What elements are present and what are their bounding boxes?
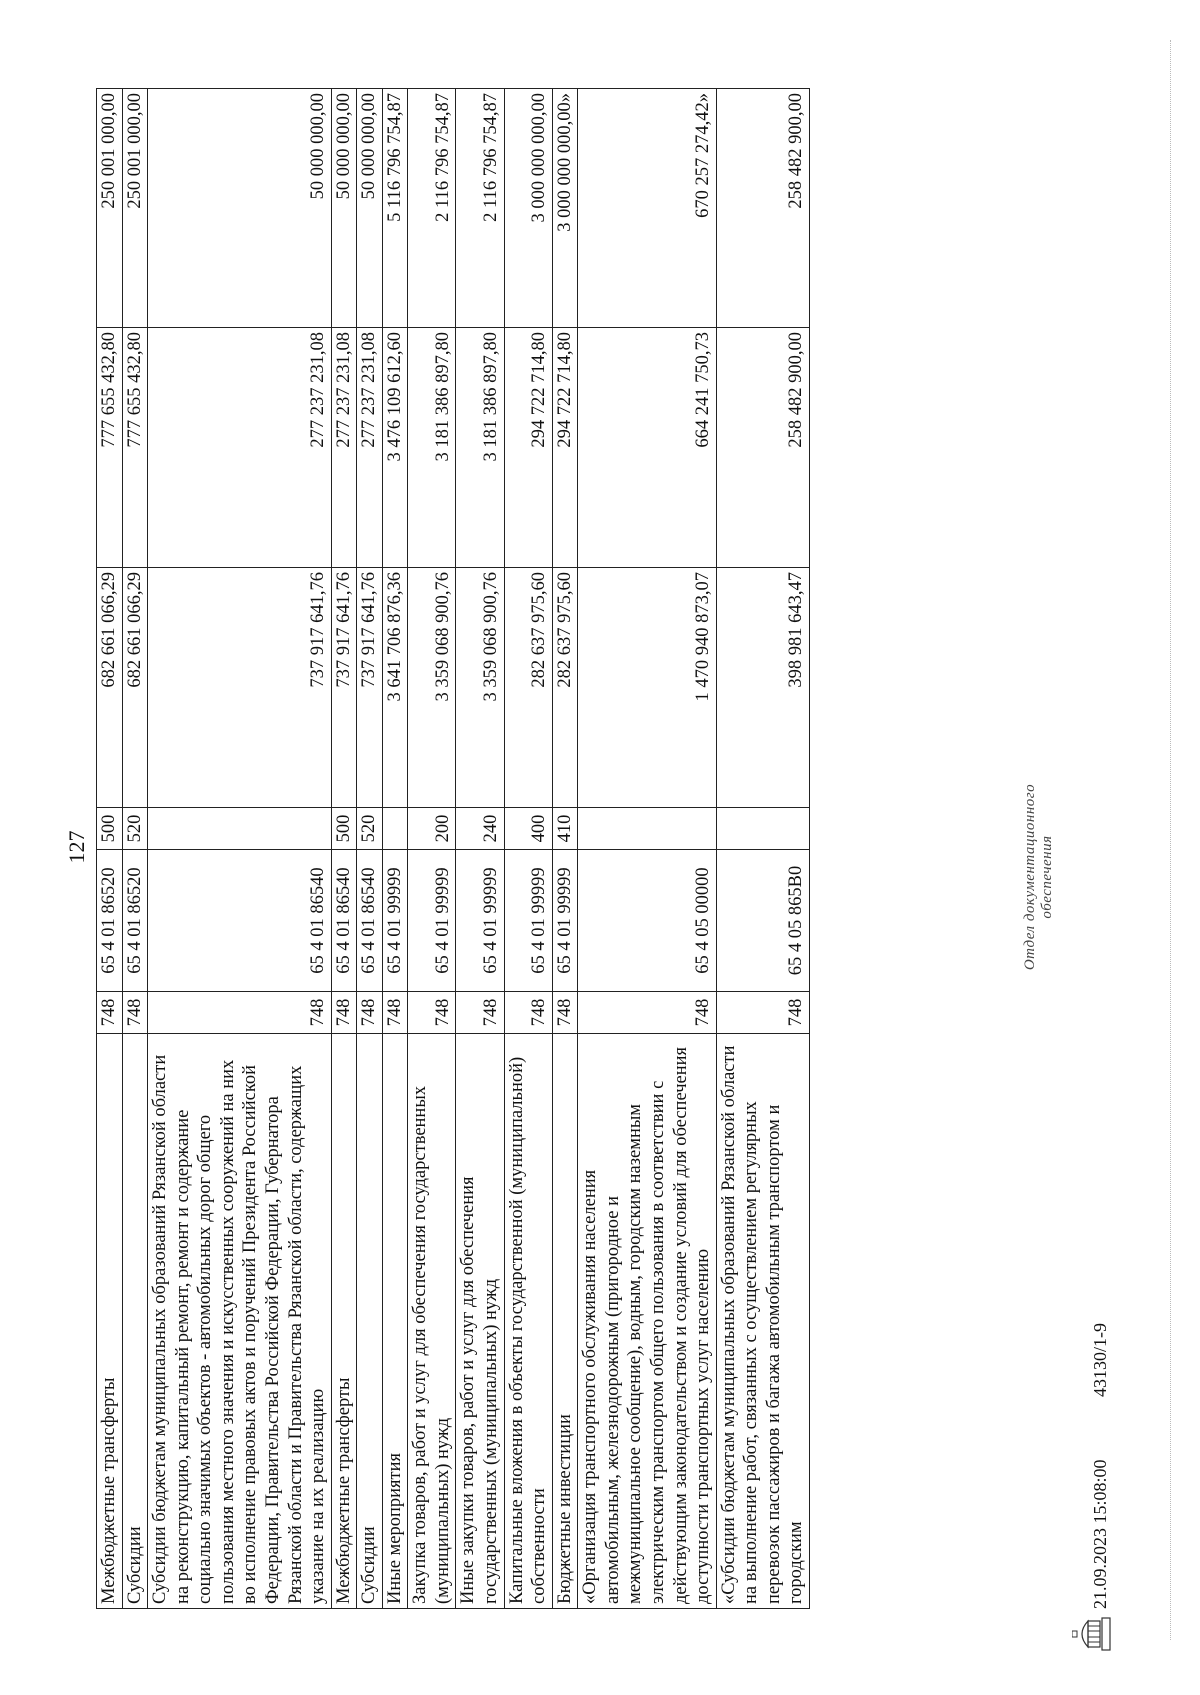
row-amount-year2: 277 237 231,08 <box>148 328 332 568</box>
row-ministry-code: 748 <box>504 992 552 1034</box>
row-name: «Субсидии бюджетам муниципальных образований Рязанской области на выполнение работ, связанных с осуществлением регулярных перевозок пассажиров и багажа автомобильным транспортом и городским <box>716 1034 809 1609</box>
table-row <box>578 89 716 1609</box>
row-expense-type: 500 <box>97 808 123 850</box>
table-row <box>504 89 552 1609</box>
row-amount-year3: 50 000 000,00 <box>148 89 332 328</box>
row-ministry-code: 748 <box>331 992 357 1034</box>
row-target-article: 65 4 01 86540 <box>148 850 332 992</box>
row-amount-year1: 737 917 641,76 <box>331 568 357 808</box>
row-name: Межбюджетные трансферты <box>97 1034 123 1609</box>
row-amount-year2: 3 476 109 612,60 <box>382 328 408 568</box>
row-amount-year2: 277 237 231,08 <box>357 328 383 568</box>
row-name: Бюджетные инвестиции <box>552 1034 578 1609</box>
footer-datetime: 21.09.2023 15:08:00 <box>1090 1459 1110 1609</box>
table-row <box>331 89 357 1609</box>
row-amount-year1: 282 637 975,60 <box>504 568 552 808</box>
row-ministry-code: 748 <box>357 992 383 1034</box>
page-number: 127 <box>64 830 89 864</box>
row-name: Субсидии бюджетам муниципальных образований Рязанской области на реконструкцию, капитальный ремонт, ремонт и содержание социально значимых объектов - автомобильных дорог общего пользования местного значения и искусственных сооружений на них во исполнение правовых актов и поручений Президента Российской Федерации, Правительства Российской Федерации, Губернатора Рязанской области и Правительства Рязанской области, содержащих указание на их реализацию <box>148 1034 332 1609</box>
row-expense-type: 410 <box>552 808 578 850</box>
table-row <box>716 89 809 1609</box>
row-amount-year2: 777 655 432,80 <box>97 328 123 568</box>
budget-table-body <box>97 89 810 1609</box>
row-amount-year1: 682 661 066,29 <box>97 568 123 808</box>
row-expense-type: 200 <box>408 808 456 850</box>
row-amount-year3: 50 000 000,00 <box>357 89 383 328</box>
row-target-article: 65 4 01 99999 <box>552 850 578 992</box>
row-ministry-code: 748 <box>148 992 332 1034</box>
row-amount-year3: 250 001 000,00 <box>97 89 123 328</box>
row-target-article: 65 4 01 86540 <box>357 850 383 992</box>
row-amount-year1: 398 981 643,47 <box>716 568 809 808</box>
row-name: Межбюджетные трансферты <box>331 1034 357 1609</box>
row-amount-year3: 5 116 796 754,87 <box>382 89 408 328</box>
footer-doc-code: 43130/1-9 <box>1090 1323 1110 1397</box>
row-target-article: 65 4 05 00000 <box>578 850 716 992</box>
rotated-page-content <box>60 47 1140 1647</box>
row-target-article: 65 4 01 86520 <box>122 850 148 992</box>
table-row <box>357 89 383 1609</box>
row-target-article: 65 4 01 99999 <box>382 850 408 992</box>
table-row <box>552 89 578 1609</box>
row-expense-type: 500 <box>331 808 357 850</box>
table-row <box>456 89 504 1609</box>
row-amount-year1: 682 661 066,29 <box>122 568 148 808</box>
row-amount-year2: 294 722 714,80 <box>552 328 578 568</box>
row-expense-type: 400 <box>504 808 552 850</box>
row-name: Иные мероприятия <box>382 1034 408 1609</box>
table-row <box>122 89 148 1609</box>
row-ministry-code: 748 <box>716 992 809 1034</box>
row-amount-year2: 3 181 386 897,80 <box>408 328 456 568</box>
row-target-article: 65 4 01 86520 <box>97 850 123 992</box>
row-expense-type: 520 <box>122 808 148 850</box>
stamp-line-2: обеспечения <box>1039 835 1055 919</box>
row-target-article: 65 4 01 99999 <box>504 850 552 992</box>
row-amount-year1: 3 359 068 900,76 <box>456 568 504 808</box>
row-ministry-code: 748 <box>97 992 123 1034</box>
row-name: Закупка товаров, работ и услуг для обеспечения государственных (муниципальных) нужд <box>408 1034 456 1609</box>
row-ministry-code: 748 <box>382 992 408 1034</box>
table-row <box>148 89 332 1609</box>
stamp-line-1: Отдел документационного <box>1022 783 1038 971</box>
row-ministry-code: 748 <box>552 992 578 1034</box>
row-amount-year3: 2 116 796 754,87 <box>456 89 504 328</box>
row-expense-type <box>578 808 716 850</box>
row-expense-type <box>382 808 408 850</box>
row-amount-year3: 3 000 000 000,00 <box>504 89 552 328</box>
row-amount-year1: 282 637 975,60 <box>552 568 578 808</box>
row-amount-year2: 258 482 900,00 <box>716 328 809 568</box>
row-target-article: 65 4 05 865В0 <box>716 850 809 992</box>
budget-table <box>96 88 810 1609</box>
row-amount-year1: 737 917 641,76 <box>357 568 383 808</box>
row-amount-year1: 1 470 940 873,07 <box>578 568 716 808</box>
row-amount-year1: 737 917 641,76 <box>148 568 332 808</box>
duma-emblem-icon <box>1072 1617 1112 1651</box>
row-amount-year3: 670 257 274,42» <box>578 89 716 328</box>
row-amount-year2: 664 241 750,73 <box>578 328 716 568</box>
row-ministry-code: 748 <box>578 992 716 1034</box>
table-row <box>97 89 123 1609</box>
row-amount-year2: 294 722 714,80 <box>504 328 552 568</box>
table-row <box>408 89 456 1609</box>
row-amount-year2: 777 655 432,80 <box>122 328 148 568</box>
row-name: Иные закупки товаров, работ и услуг для обеспечения государственных (муниципальных) нужд <box>456 1034 504 1609</box>
row-amount-year3: 2 116 796 754,87 <box>408 89 456 328</box>
row-target-article: 65 4 01 86540 <box>331 850 357 992</box>
row-ministry-code: 748 <box>456 992 504 1034</box>
row-amount-year3: 250 001 000,00 <box>122 89 148 328</box>
row-amount-year3: 3 000 000 000,00» <box>552 89 578 328</box>
row-ministry-code: 748 <box>408 992 456 1034</box>
row-name: Субсидии <box>122 1034 148 1609</box>
row-name: «Организация транспортного обслуживания населения автомобильным, железнодорожным (пригородное и межмуниципальное сообщение), водным, городским наземным электрическим транспортом общего пользования в соответствии с действующим законодательством и создание условий для обеспечения доступности транспортных услуг населению <box>578 1034 716 1609</box>
row-amount-year1: 3 641 706 876,36 <box>382 568 408 808</box>
row-amount-year1: 3 359 068 900,76 <box>408 568 456 808</box>
row-ministry-code: 748 <box>122 992 148 1034</box>
row-amount-year3: 258 482 900,00 <box>716 89 809 328</box>
row-amount-year2: 3 181 386 897,80 <box>456 328 504 568</box>
row-target-article: 65 4 01 99999 <box>456 850 504 992</box>
department-stamp <box>1022 717 1056 1037</box>
row-expense-type: 520 <box>357 808 383 850</box>
row-amount-year2: 277 237 231,08 <box>331 328 357 568</box>
row-expense-type <box>148 808 332 850</box>
row-name: Субсидии <box>357 1034 383 1609</box>
scan-artifact-line <box>1170 40 1177 1640</box>
row-target-article: 65 4 01 99999 <box>408 850 456 992</box>
row-expense-type <box>716 808 809 850</box>
table-row <box>382 89 408 1609</box>
row-amount-year3: 50 000 000,00 <box>331 89 357 328</box>
row-expense-type: 240 <box>456 808 504 850</box>
row-name: Капитальные вложения в объекты государственной (муниципальной) собственности <box>504 1034 552 1609</box>
